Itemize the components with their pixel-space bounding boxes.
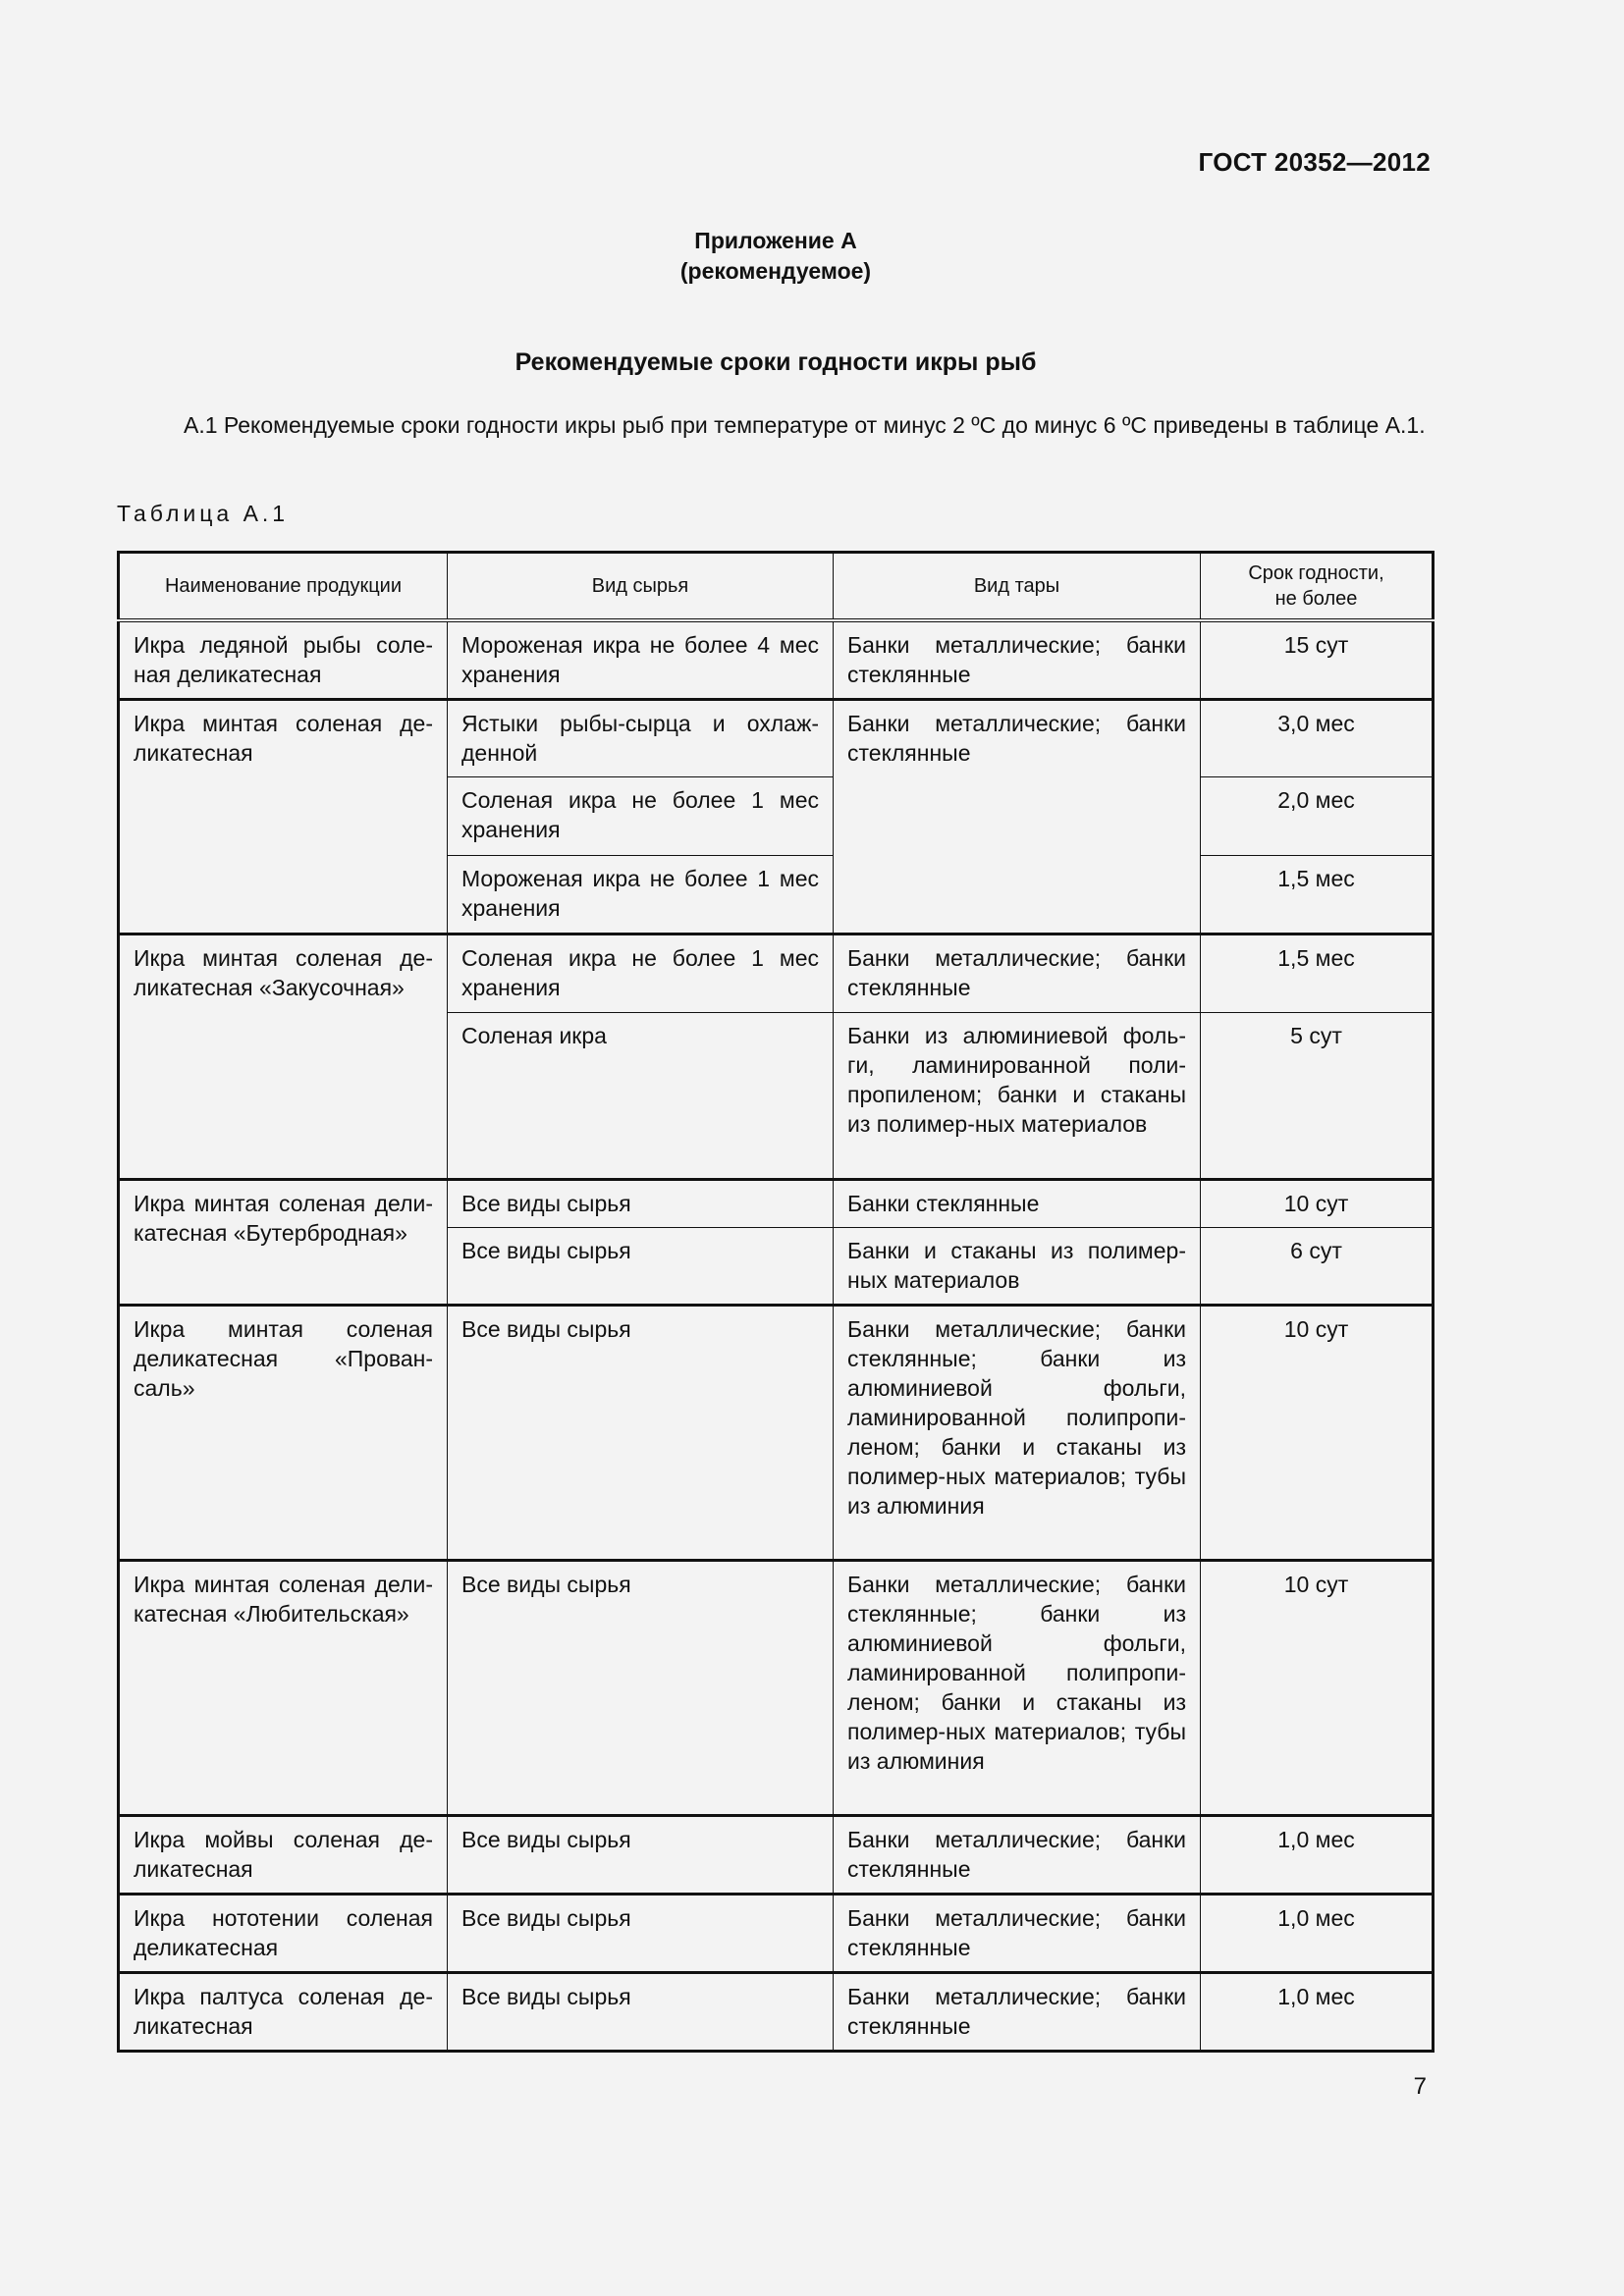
table-row [119,934,1434,1012]
cell-product: Икра мойвы соленая де-ликатесная [119,1815,448,1894]
cell-raw: Все виды сырья [448,1227,834,1305]
cell-pack: Банки металлические; банки стеклянные [834,1894,1201,1972]
cell-term: 15 сут [1201,620,1434,699]
cell-raw: Все виды сырья [448,1305,834,1560]
cell-raw: Мороженая икра не более 1 мес хранения [448,855,834,934]
cell-raw: Все виды сырья [448,1894,834,1972]
cell-raw: Соленая икра не более 1 мес хранения [448,934,834,1012]
cell-pack: Банки металлические; банки стеклянные [834,1815,1201,1894]
cell-term: 10 сут [1201,1560,1434,1815]
cell-term: 10 сут [1201,1179,1434,1227]
header-packaging: Вид тары [834,553,1201,621]
appendix-heading [0,226,1551,287]
cell-product: Икра нототении соленая деликатесная [119,1894,448,1972]
cell-pack: Банки металлические; банки стеклянные [834,699,1201,934]
cell-term: 1,0 мес [1201,1972,1434,2051]
cell-product: Икра минтая соленая де-ликатесная «Закусочная» [119,934,448,1179]
header-shelf-life: Срок годности, не более [1201,553,1434,621]
cell-product: Икра ледяной рыбы соле-ная деликатесная [119,620,448,699]
header-product: Наименование продукции [119,553,448,621]
shelf-life-table [117,551,1435,2053]
table-row [119,699,1434,776]
intro-paragraph: А.1 Рекомендуемые сроки годности икры рыб при температуре от минус 2 ºС до минус 6 ºС приведены в таблице А.1. [184,412,1426,438]
table-row [119,1894,1434,1972]
section-title: Рекомендуемые сроки годности икры рыб [514,348,1037,376]
cell-term: 6 сут [1201,1227,1434,1305]
appendix-title: Приложение А [694,228,857,253]
cell-term: 3,0 мес [1201,699,1434,776]
cell-product: Икра палтуса соленая де-ликатесная [119,1972,448,2051]
header-raw-material: Вид сырья [448,553,834,621]
cell-pack: Банки из алюминиевой фоль-ги, ламинированной поли-пропиленом; банки и стаканы из полимер-ных материалов [834,1012,1201,1179]
cell-term: 1,5 мес [1201,934,1434,1012]
cell-raw: Мороженая икра не более 4 мес хранения [448,620,834,699]
cell-product: Икра минтая соленая деликатесная «Прован-саль» [119,1305,448,1560]
cell-product: Икра минтая соленая де-ликатесная [119,699,448,934]
cell-term: 2,0 мес [1201,776,1434,855]
cell-raw: Все виды сырья [448,1560,834,1815]
cell-raw: Ястыки рыбы-сырца и охлаж-денной [448,699,834,776]
cell-term: 10 сут [1201,1305,1434,1560]
page-number: 7 [1413,2073,1427,2100]
cell-raw: Соленая икра не более 1 мес хранения [448,776,834,855]
cell-term: 1,0 мес [1201,1894,1434,1972]
cell-pack: Банки металлические; банки стеклянные; банки из алюминиевой фольги, ламинированной полипропи-леном; банки и стаканы из полимер-ных материалов; тубы из алюминия [834,1305,1201,1560]
cell-pack: Банки металлические; банки стеклянные [834,934,1201,1012]
cell-term: 1,5 мес [1201,855,1434,934]
cell-product: Икра минтая соленая дели-катесная «Бутербродная» [119,1179,448,1305]
table-row [119,1972,1434,2051]
cell-term: 1,0 мес [1201,1815,1434,1894]
table-row [119,1560,1434,1815]
table-row [119,1305,1434,1560]
cell-pack: Банки стеклянные [834,1179,1201,1227]
table-caption: Таблица А.1 [117,501,290,526]
table-row [119,1815,1434,1894]
cell-raw: Все виды сырья [448,1972,834,2051]
appendix-subtitle: (рекомендуемое) [679,258,872,284]
table-header-row [119,553,1434,621]
standard-number: ГОСТ 20352—2012 [1198,147,1431,177]
cell-pack: Банки металлические; банки стеклянные; банки из алюминиевой фольги, ламинированной полипропи-леном; банки и стаканы из полимер-ных материалов; тубы из алюминия [834,1560,1201,1815]
cell-raw: Все виды сырья [448,1179,834,1227]
table-row [119,620,1434,699]
cell-term: 5 сут [1201,1012,1434,1179]
cell-raw: Все виды сырья [448,1815,834,1894]
cell-product: Икра минтая соленая дели-катесная «Любительская» [119,1560,448,1815]
cell-raw: Соленая икра [448,1012,834,1179]
cell-pack: Банки металлические; банки стеклянные [834,1972,1201,2051]
cell-pack: Банки металлические; банки стеклянные [834,620,1201,699]
cell-pack: Банки и стаканы из полимер-ных материалов [834,1227,1201,1305]
table-row [119,1179,1434,1227]
